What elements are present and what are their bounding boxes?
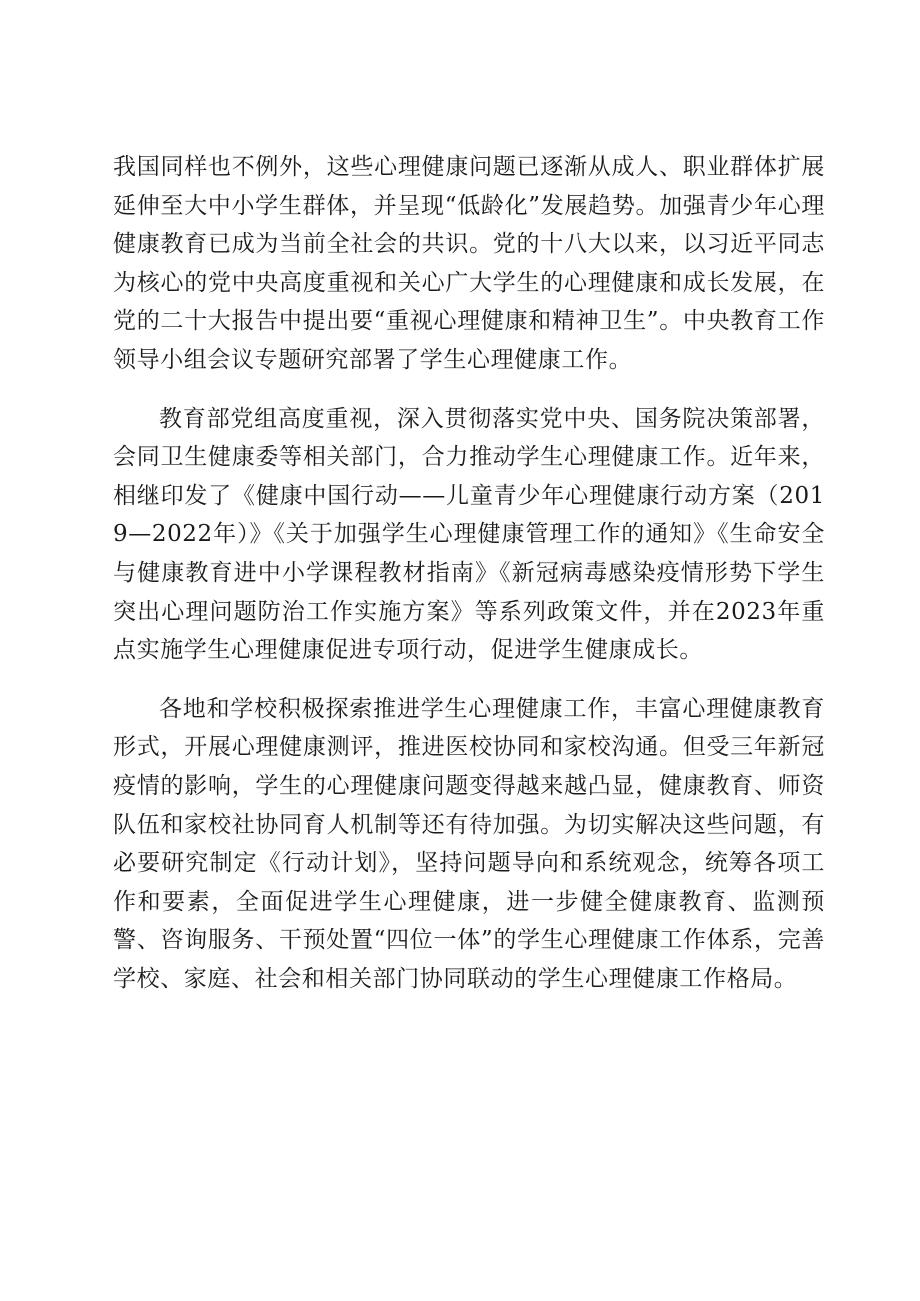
paragraph-action-plan: 各地和学校积极探索推进学生心理健康工作，丰富心理健康教育形式，开展心理健康测评，推进医校协同和家校沟通。但受三年新冠疫情的影响，学生的心理健康问题变得越来越凸显，健康教育、师资队伍和家校社协同育人机制等还有待加强。为切实解决这些问题，有必要研究制定《行动计划》，坚持问题导向和系统观念，统筹各项工作和要素，全面促进学生心理健康，进一步健全健康教育、监测预警、咨询服务、干预处置“四位一体”的学生心理健康工作体系，完善学校、家庭、社会和相关部门协同联动的学生心理健康工作格局。 (113, 695, 825, 992)
document-body (113, 148, 825, 1018)
paragraph-ministry-policies: 教育部党组高度重视，深入贯彻落实党中央、国务院决策部署，会同卫生健康委等相关部门，合力推动学生心理健康工作。近年来，相继印发了《健康中国行动——儿童青少年心理健康行动方案（2019—2022年）》《关于加强学生心理健康管理工作的通知》《生命安全与健康教育进中小学课程教材指南》《新冠病毒感染疫情形势下学生突出心理问题防治工作实施方案》等系列政策文件，并在2023年重点实施学生心理健康促进专项行动，促进学生健康成长。 (113, 405, 825, 664)
paragraph-continuation: 我国同样也不例外，这些心理健康问题已逐渐从成人、职业群体扩展延伸至大中小学生群体，并呈现“低龄化”发展趋势。加强青少年心理健康教育已成为当前全社会的共识。党的十八大以来，以习近平同志为核心的党中央高度重视和关心广大学生的心理健康和成长发展，在党的二十大报告中提出要“重视心理健康和精神卫生”。中央教育工作领导小组会议专题研究部署了学生心理健康工作。 (113, 154, 825, 373)
